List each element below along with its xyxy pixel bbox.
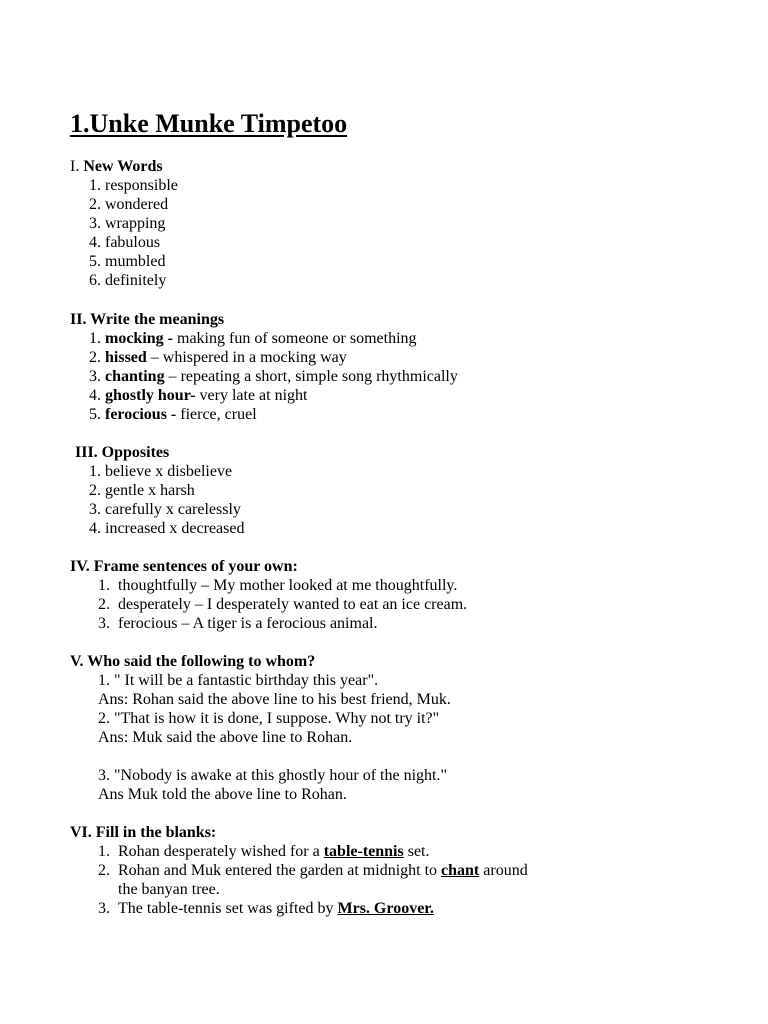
item-number: 4.: [89, 387, 101, 404]
item-number: 3.: [98, 900, 110, 917]
item-definition: – whispered in a mocking way: [150, 349, 347, 366]
section-fill-blanks: [70, 823, 528, 918]
item-term: mocking -: [105, 330, 173, 347]
answer-text: Ans Muk told the above line to Rohan.: [98, 786, 347, 803]
list-item: 5. mumbled: [89, 253, 166, 270]
list-item: [70, 576, 467, 595]
list-item: [70, 386, 458, 405]
section-heading: VI. Fill in the blanks:: [70, 824, 217, 841]
answer-text: Ans: Muk said the above line to Rohan.: [98, 729, 353, 746]
question-text: 3. "Nobody is awake at this ghostly hour of the night.": [98, 767, 448, 784]
list-item: 2. gentle x harsh: [89, 482, 195, 499]
item-number: 3.: [89, 368, 101, 385]
answer-text: Ans: Rohan said the above line to his best friend, Muk.: [98, 691, 451, 708]
section-frame-sentences: [70, 557, 467, 633]
item-number: 5.: [89, 406, 101, 423]
item-definition: fierce, cruel: [180, 406, 257, 423]
section-title: New Words: [83, 158, 163, 175]
item-definition: very late at night: [199, 387, 308, 404]
item-text: The table-tennis set was gifted by: [118, 900, 334, 917]
item-term: chanting: [105, 368, 165, 385]
item-number: 3.: [98, 615, 110, 632]
list-item: [70, 329, 458, 348]
section-heading: II. Write the meanings: [70, 311, 225, 328]
item-term: ghostly hour-: [105, 387, 196, 404]
page-title: 1.Unke Munke Timpetoo: [70, 109, 348, 138]
list-item: 1. responsible: [89, 177, 178, 194]
item-text: Rohan desperately wished for a: [118, 843, 320, 860]
item-term: hissed: [105, 349, 147, 366]
item-continuation: the banyan tree.: [118, 881, 220, 898]
section-meanings: [70, 310, 458, 424]
item-text: around: [483, 862, 528, 879]
list-item: 3. wrapping: [89, 215, 166, 232]
item-number: 2.: [98, 862, 110, 879]
item-number: 2.: [98, 596, 110, 613]
section-heading: III. Opposites: [75, 444, 170, 461]
item-number: 1.: [89, 330, 101, 347]
item-text: set.: [407, 843, 430, 860]
section-heading: IV. Frame sentences of your own:: [70, 558, 298, 575]
answer-blank: chant: [441, 862, 480, 879]
list-item: [70, 595, 467, 614]
list-item: 4. fabulous: [89, 234, 161, 251]
blank-line: [70, 747, 451, 766]
list-item: 4. increased x decreased: [89, 520, 245, 537]
list-item: [70, 614, 467, 633]
item-text: desperately – I desperately wanted to eat an ice cream.: [118, 596, 468, 613]
item-definition: making fun of someone or something: [177, 330, 417, 347]
question-text: 2. "That is how it is done, I suppose. Why not try it?": [98, 710, 440, 727]
item-text: thoughtfully – My mother looked at me thoughtfully.: [118, 577, 458, 594]
item-term: ferocious -: [105, 406, 177, 423]
question-text: 1. " It will be a fantastic birthday this year".: [98, 672, 379, 689]
section-heading: [70, 157, 178, 176]
list-item: [70, 899, 528, 918]
section-new-words: [70, 157, 178, 290]
item-number: 1.: [98, 843, 110, 860]
answer-blank: table-tennis: [323, 843, 404, 860]
answer-blank: Mrs. Groover.: [337, 900, 434, 917]
list-item: [70, 348, 458, 367]
section-opposites: [75, 443, 244, 538]
list-item: 6. definitely: [89, 272, 167, 289]
item-number: 1.: [98, 577, 110, 594]
section-number: I.: [70, 158, 80, 175]
list-item: [70, 861, 528, 880]
list-item: 1. believe x disbelieve: [89, 463, 233, 480]
item-text: ferocious – A tiger is a ferocious animal.: [118, 615, 378, 632]
list-item: [70, 367, 458, 386]
item-text: Rohan and Muk entered the garden at midnight to: [118, 862, 438, 879]
list-item: 2. wondered: [89, 196, 169, 213]
item-definition: – repeating a short, simple song rhythmically: [168, 368, 458, 385]
item-number: 2.: [89, 349, 101, 366]
list-item: 3. carefully x carelessly: [89, 501, 241, 518]
section-who-said: [70, 652, 451, 804]
list-item: [70, 405, 458, 424]
list-item: [70, 842, 528, 861]
section-heading: V. Who said the following to whom?: [70, 653, 316, 670]
